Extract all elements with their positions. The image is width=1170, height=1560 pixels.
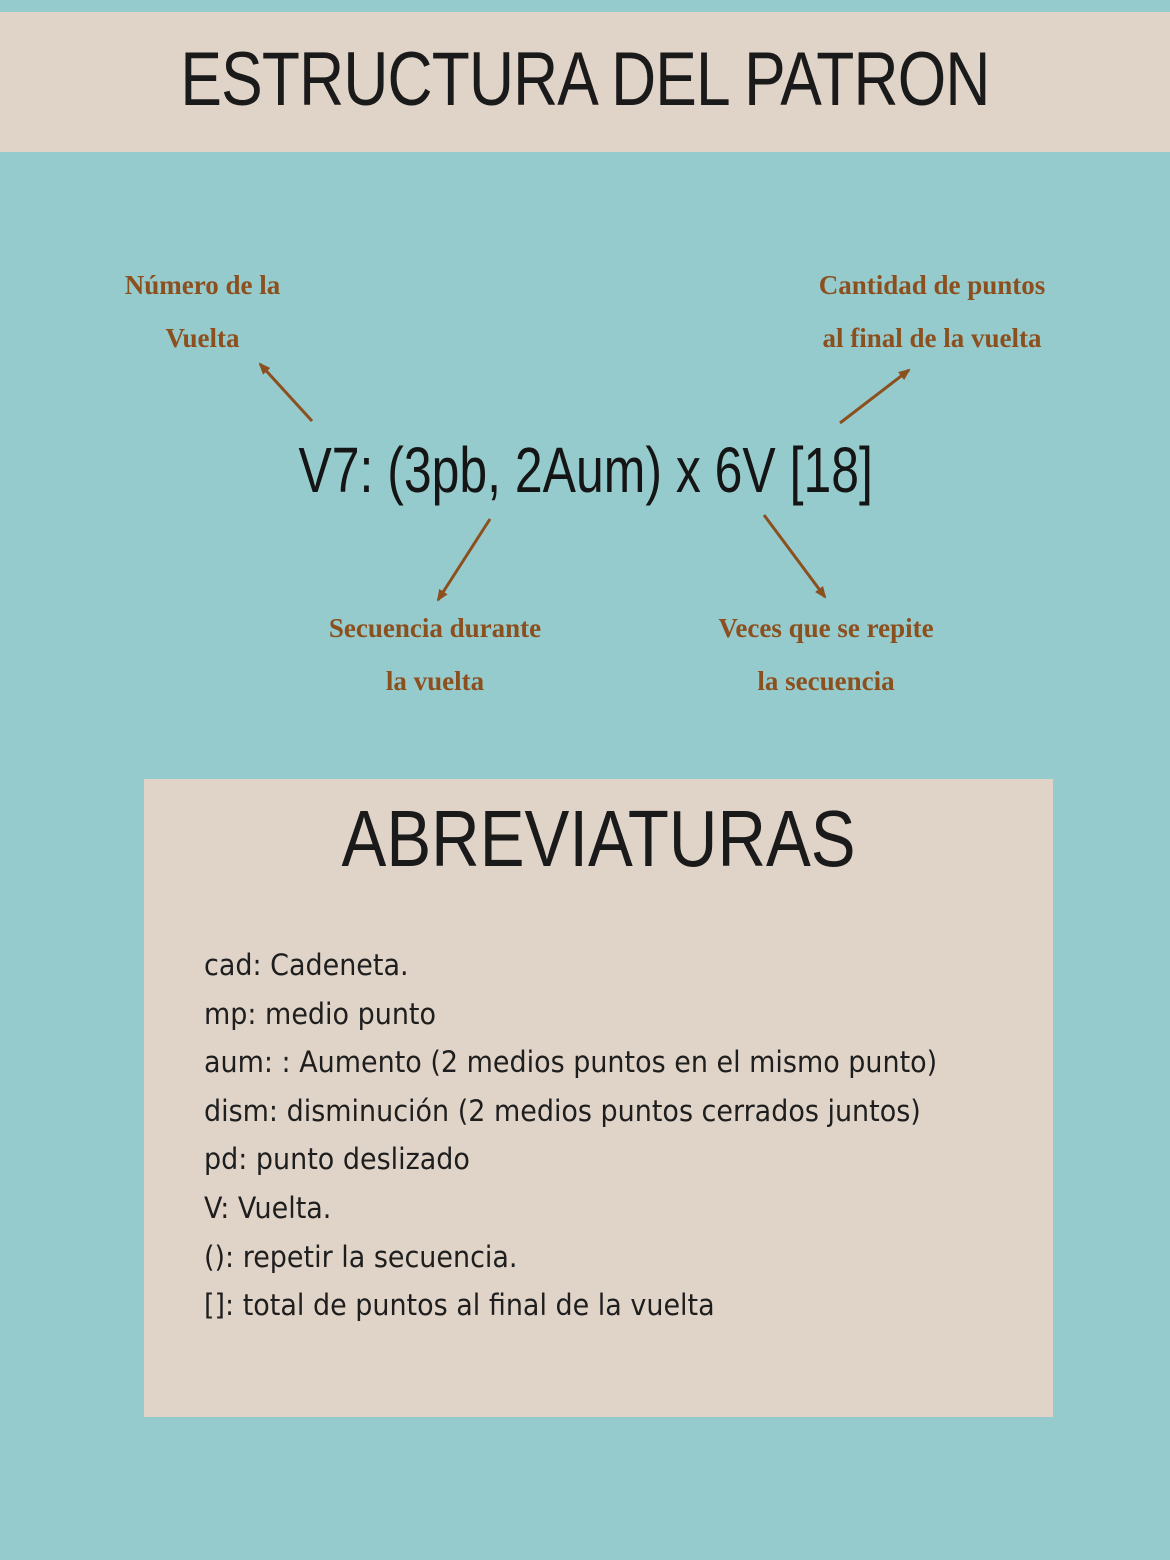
page-title: ESTRUCTURA DEL PATRON [180, 37, 990, 122]
arrow-to-repeats [764, 515, 825, 597]
abbreviations-list [204, 941, 992, 1330]
arrow-to-stitch-total [840, 370, 909, 423]
label-sequence-line-1: Secuencia durante [328, 613, 542, 643]
label-sequence [295, 602, 575, 708]
abbreviation-item: pd: punto deslizado [204, 1142, 470, 1177]
label-stitch-total-line-2: al final de la vuelta [822, 323, 1042, 353]
label-round-number-line-1: Número de la [124, 270, 281, 300]
label-sequence-line-2: la vuelta [385, 666, 485, 696]
label-repeats [686, 602, 966, 708]
abbreviations-panel [144, 779, 1053, 1417]
arrow-to-round-number [260, 364, 312, 421]
abbreviation-item: aum: : Aumento (2 medios puntos en el mismo punto) [204, 1045, 938, 1080]
abbreviation-item: dism: disminución (2 medios puntos cerrados juntos) [204, 1093, 921, 1128]
abbreviation-item: []: total de puntos al final de la vuelta [204, 1288, 715, 1323]
label-repeats-line-2: la secuencia [757, 666, 895, 696]
pattern-formula: V7: (3pb, 2Aum) x 6V [18] [298, 434, 873, 506]
arrow-to-sequence [438, 519, 490, 600]
abbreviation-item: V: Vuelta. [204, 1190, 332, 1225]
label-round-number-line-2: Vuelta [165, 323, 240, 353]
abbreviation-item: cad: Cadeneta. [204, 948, 409, 982]
diagram-arrows [0, 0, 1170, 760]
abbreviation-item: mp: medio punto [204, 996, 436, 1031]
label-stitch-total-line-1: Cantidad de puntos [818, 270, 1046, 300]
abbreviations-title: ABREVIATURAS [341, 794, 856, 883]
label-repeats-line-1: Veces que se repite [718, 613, 934, 643]
abbreviation-item: (): repetir la secuencia. [204, 1239, 518, 1274]
